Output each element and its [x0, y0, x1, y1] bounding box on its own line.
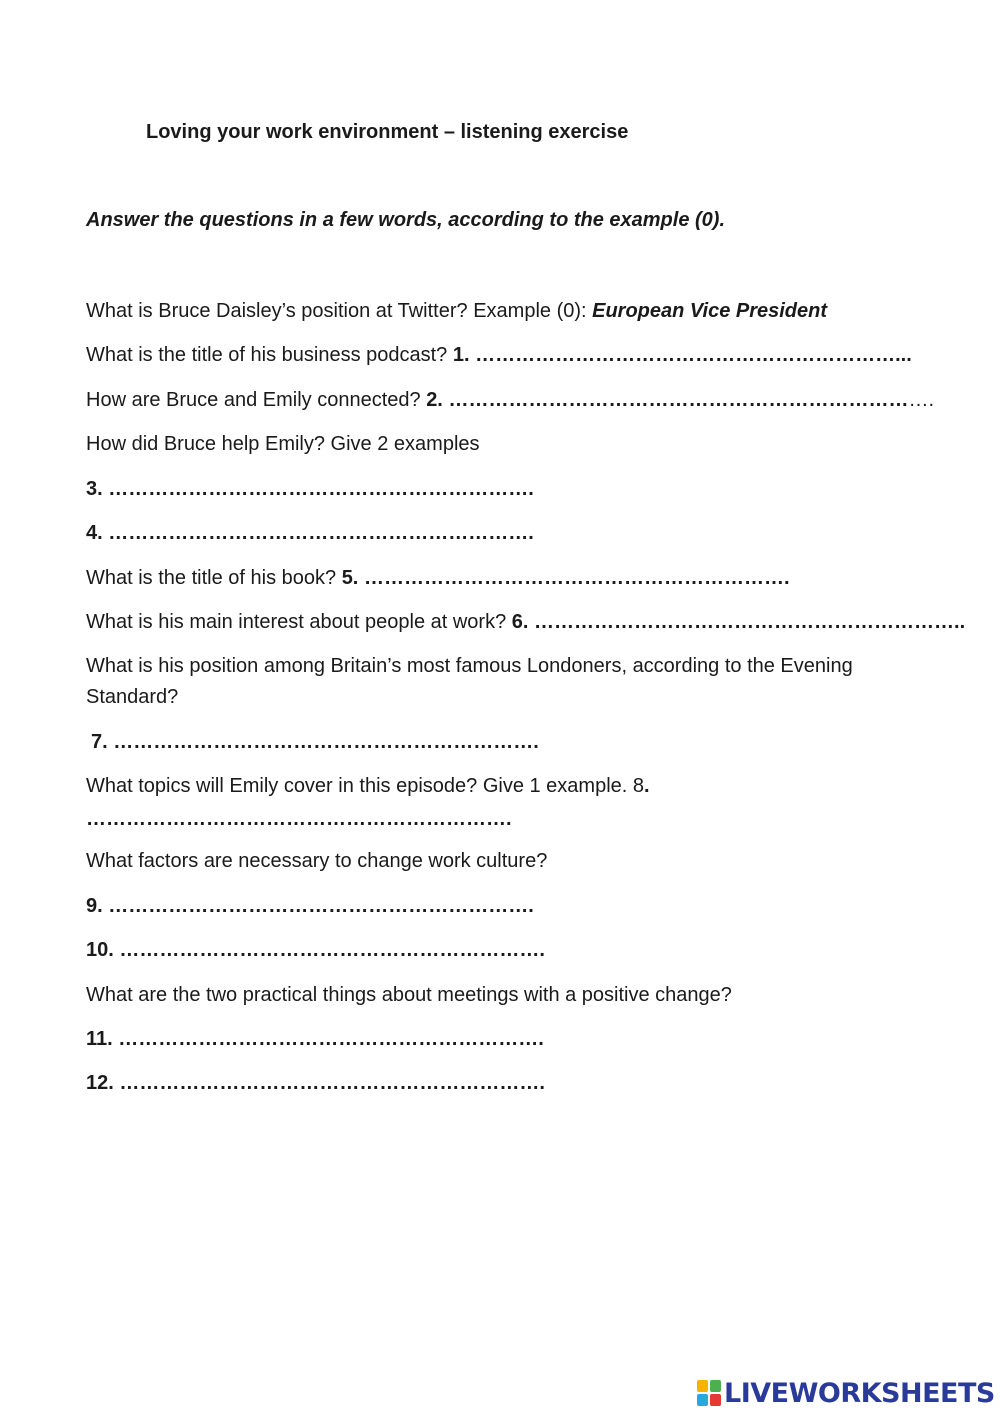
answer-6-blank[interactable]: ………………………………………………………..	[534, 611, 966, 633]
answer-10-row	[86, 937, 545, 963]
answer-4-number: 4.	[86, 522, 103, 544]
answer-7-row	[91, 729, 539, 755]
question-6-number: 6.	[511, 611, 529, 633]
answer-9-number: 9.	[86, 895, 103, 917]
question-7-text-2: Standard?	[86, 686, 179, 708]
worksheet-title: Loving your work environment – listening exercise	[146, 121, 629, 143]
instruction-text: Answer the questions in a few words, according to the example (0).	[86, 209, 726, 231]
answer-2-blank-tail: ….	[908, 389, 934, 411]
question-7-text-1: What is his position among Britain’s most famous Londoners, according to the Evening	[86, 655, 853, 677]
answer-9-row	[86, 893, 534, 919]
answer-10-blank[interactable]: ……………………………………………………….	[119, 939, 545, 961]
question-2-text: How are Bruce and Emily connected?	[86, 389, 427, 411]
question-5-number: 5.	[341, 567, 359, 589]
question-7-line-1	[86, 653, 853, 679]
answer-10-number: 10.	[86, 939, 114, 961]
question-1-number: 1.	[452, 344, 470, 366]
answer-7-number: 7.	[91, 731, 108, 753]
question-1-text: What is the title of his business podcast?	[86, 344, 453, 366]
question-6	[86, 609, 965, 635]
answer-8-blank[interactable]: ……………………………………………………….	[86, 808, 512, 830]
logo-square-2	[710, 1380, 721, 1392]
question-9-10-text: What factors are necessary to change work culture?	[86, 850, 548, 872]
answer-9-blank[interactable]: ……………………………………………………….	[108, 895, 534, 917]
logo-square-3	[697, 1394, 708, 1406]
answer-3-number: 3.	[86, 478, 103, 500]
question-1	[86, 342, 912, 368]
question-11-12	[86, 982, 732, 1008]
question-7-line-2	[86, 684, 178, 710]
answer-4-blank[interactable]: ……………………………………………………….	[108, 522, 534, 544]
answer-4-row	[86, 520, 534, 546]
question-11-12-text: What are the two practical things about meetings with a positive change?	[86, 984, 732, 1006]
question-0-answer: European Vice President	[592, 300, 828, 322]
liveworksheets-logo-icon	[697, 1380, 721, 1406]
question-5-text: What is the title of his book?	[86, 567, 342, 589]
answer-5-blank[interactable]: ……………………………………………………….	[363, 567, 790, 589]
question-2	[86, 387, 934, 413]
answer-11-number: 11.	[86, 1028, 113, 1050]
question-3-4	[86, 431, 480, 457]
logo-text: LIVEWORKSHEETS	[724, 1377, 995, 1409]
question-9-10	[86, 848, 547, 874]
question-3-4-text: How did Bruce help Emily? Give 2 examples	[86, 433, 480, 455]
answer-7-blank[interactable]: ……………………………………………………….	[113, 731, 539, 753]
answer-1-blank[interactable]: ………………………………………………………...	[475, 344, 912, 366]
question-8-text: What topics will Emily cover in this episode? Give 1 example. 8	[86, 775, 645, 797]
answer-12-number: 12.	[86, 1072, 114, 1094]
question-0	[86, 298, 827, 324]
answer-12-row	[86, 1070, 545, 1096]
logo-square-1	[697, 1380, 708, 1392]
question-6-text: What is his main interest about people at work?	[86, 611, 512, 633]
question-5	[86, 565, 790, 591]
answer-2-blank[interactable]: ……………………………………………………………	[448, 389, 909, 411]
question-0-text: What is Bruce Daisley’s position at Twitter? Example (0):	[86, 300, 593, 322]
question-8-number-tail: .	[644, 775, 650, 797]
question-2-number: 2.	[426, 389, 443, 411]
answer-8-row	[86, 806, 512, 832]
logo-square-4	[710, 1394, 721, 1406]
answer-3-blank[interactable]: ……………………………………………………….	[108, 478, 534, 500]
question-8	[86, 773, 650, 799]
liveworksheets-logo[interactable]	[697, 1376, 995, 1410]
answer-11-row	[86, 1026, 544, 1052]
answer-3-row	[86, 476, 534, 502]
answer-11-blank[interactable]: ……………………………………………………….	[118, 1028, 544, 1050]
answer-12-blank[interactable]: ……………………………………………………….	[119, 1072, 545, 1094]
